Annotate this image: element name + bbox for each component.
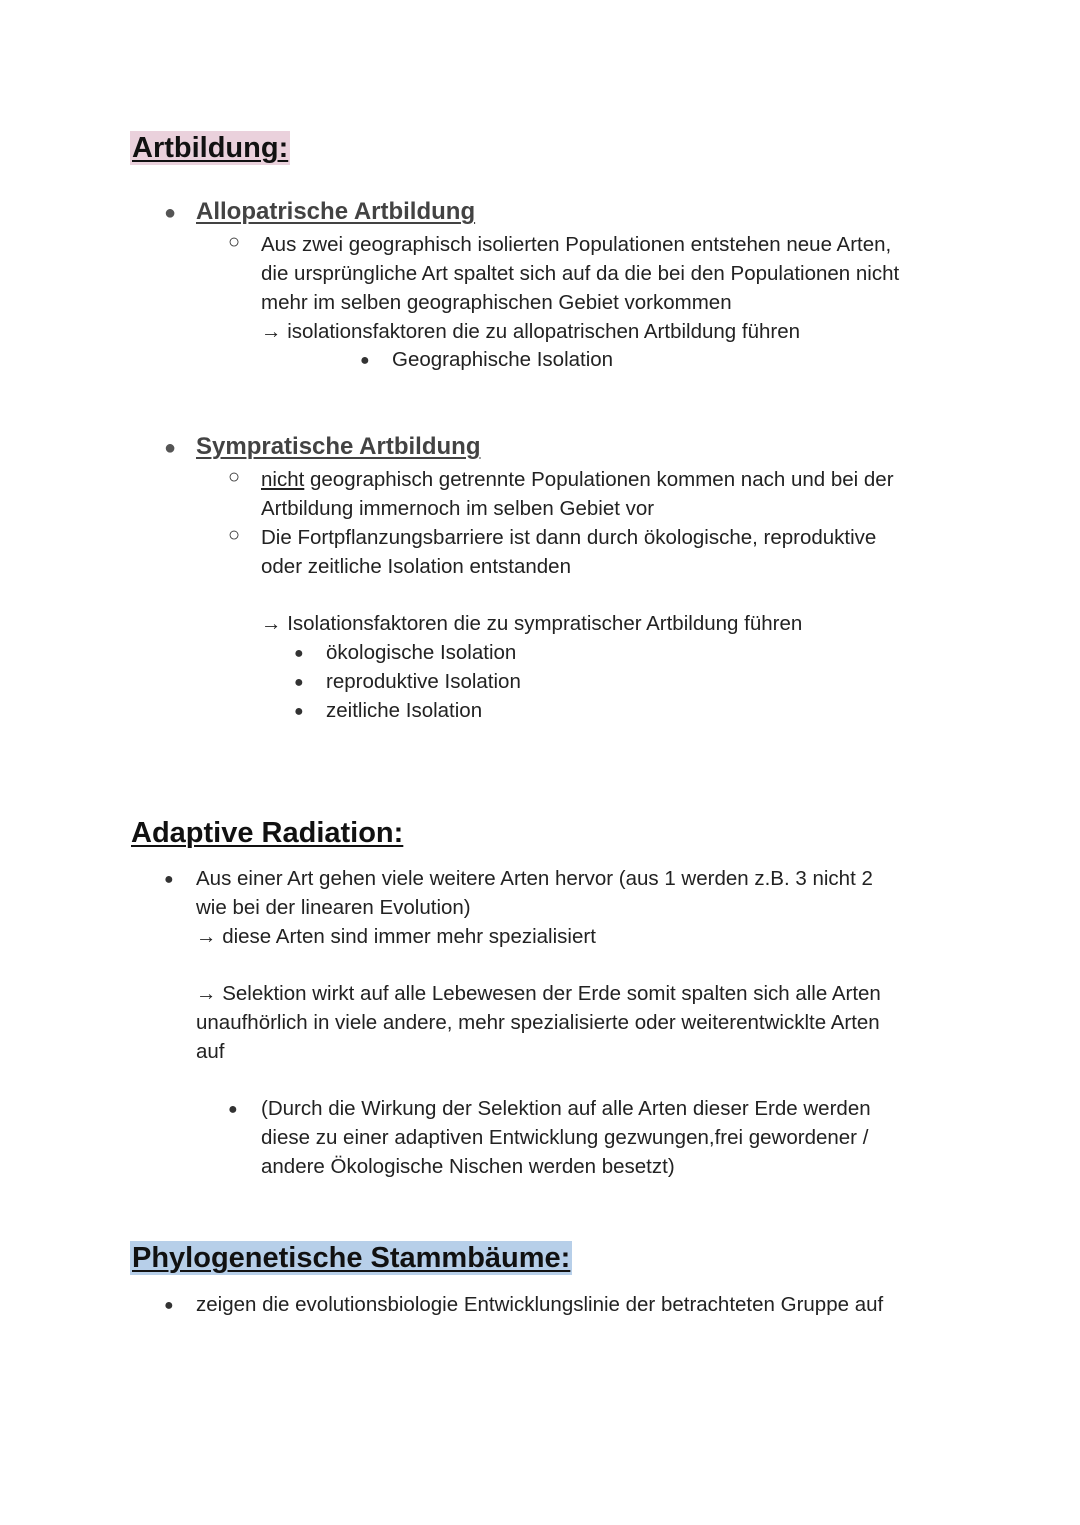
allopatrisch-title: Allopatrische Artbildung: [196, 198, 476, 225]
sympatrisch-point-1: [261, 465, 894, 494]
selection-line-3: auf: [196, 1040, 225, 1063]
sympatrisch-arrow-line: → Isolationsfaktoren die zu sympratischer Artbildung führen: [261, 612, 803, 635]
bullet-icon: ●: [294, 674, 304, 691]
allopatrisch-arrow-line: → isolationsfaktoren die zu allopatrischen Artbildung führen: [261, 320, 801, 343]
hollow-bullet-icon: ○: [228, 524, 241, 546]
bullet-icon: ●: [294, 703, 304, 720]
sympatrisch-point-1-line-2: Artbildung immernoch im selben Gebiet vor: [261, 497, 655, 520]
bullet-icon: ●: [164, 437, 177, 459]
hollow-bullet-icon: ○: [228, 466, 241, 488]
sympatrisch-point-2: Die Fortpflanzungsbarriere ist dann durch ökologische, reproduktive: [261, 526, 877, 549]
adaptive-sub-line-1: (Durch die Wirkung der Selektion auf alle Arten dieser Erde werden: [261, 1097, 871, 1120]
adaptive-heading: Adaptive Radiation:: [131, 817, 404, 849]
underlined-word: nicht: [261, 468, 305, 491]
sympatrisch-factor-2: reproduktive Isolation: [326, 670, 521, 693]
bullet-icon: ●: [294, 645, 304, 662]
sympatrisch-title: Sympratische Artbildung: [196, 433, 481, 460]
sympatrisch-point-2-line-2: oder zeitliche Isolation entstanden: [261, 555, 571, 578]
adaptive-sub-line-3: andere Ökologische Nischen werden besetzt): [261, 1155, 675, 1178]
hollow-bullet-icon: ○: [228, 231, 241, 253]
bullet-icon: ●: [228, 1101, 238, 1118]
point-1-rest: geographisch getrennte Populationen kommen nach und bei der: [304, 468, 894, 491]
bullet-icon: ●: [164, 871, 174, 888]
selection-line-1: → Selektion wirkt auf alle Lebewesen der Erde somit spalten sich alle Arten: [196, 982, 881, 1005]
allopatrisch-factor: Geographische Isolation: [392, 348, 614, 371]
allopatrisch-desc-2: die ursprüngliche Art spaltet sich auf da die bei den Populationen nicht: [261, 262, 900, 285]
adaptive-line-1: Aus einer Art gehen viele weitere Arten hervor (aus 1 werden z.B. 3 nicht 2: [196, 867, 873, 890]
sympatrisch-factor-3: zeitliche Isolation: [326, 699, 483, 722]
phylo-line: zeigen die evolutionsbiologie Entwicklungslinie der betrachteten Gruppe auf: [196, 1293, 884, 1316]
adaptive-sub-line-2: diese zu einer adaptiven Entwicklung gezwungen,frei gewordener /: [261, 1126, 869, 1149]
phylo-heading: Phylogenetische Stammbäume:: [132, 1242, 571, 1274]
adaptive-line-2: wie bei der linearen Evolution): [196, 896, 471, 919]
bullet-icon: ●: [360, 352, 370, 369]
allopatrisch-desc-1: Aus zwei geographisch isolierten Populationen entstehen neue Arten,: [261, 233, 892, 256]
selection-line-2: unaufhörlich in viele andere, mehr spezialisierte oder weiterentwicklte Arten: [196, 1011, 880, 1034]
allopatrisch-desc-3: mehr im selben geographischen Gebiet vorkommen: [261, 291, 732, 314]
bullet-icon: ●: [164, 202, 177, 224]
bullet-icon: ●: [164, 1297, 174, 1314]
artbildung-heading: Artbildung:: [132, 132, 289, 164]
sympatrisch-factor-1: ökologische Isolation: [326, 641, 517, 664]
adaptive-line-3: → diese Arten sind immer mehr spezialisiert: [196, 925, 596, 948]
